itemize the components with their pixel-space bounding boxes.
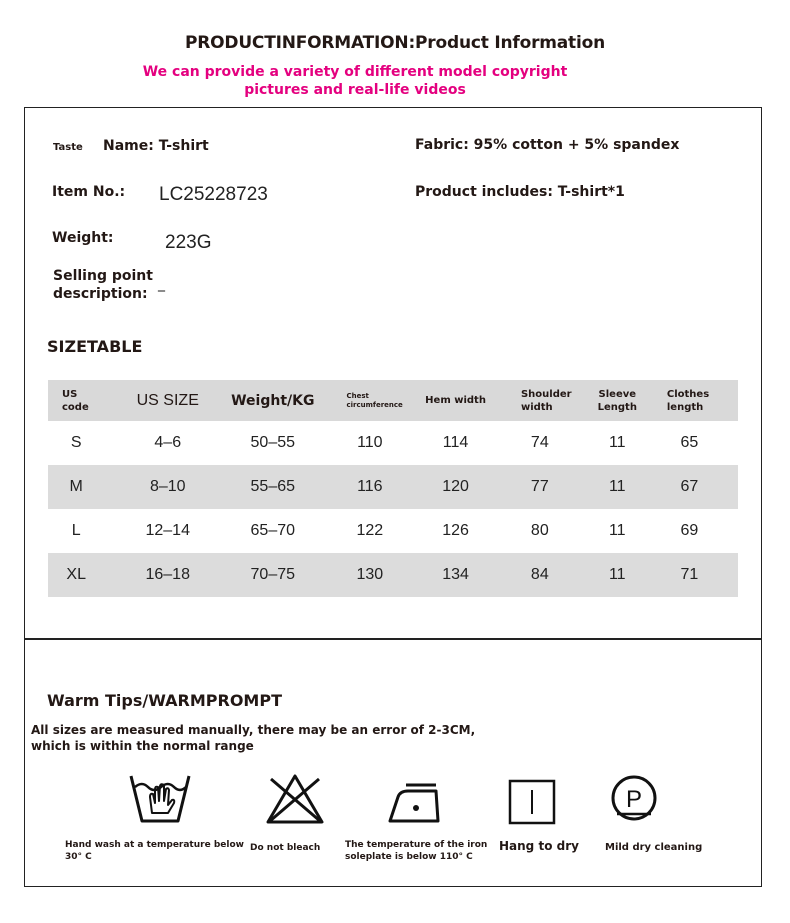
hand-wash-label-line-2: 30° C [65, 852, 92, 862]
warm-tips-note-line-2: which is within the normal range [31, 739, 254, 753]
size-table-heading: SIZETABLE [47, 337, 143, 356]
cell: 70–75 [250, 566, 296, 583]
cell: 130 [356, 566, 384, 583]
no-bleach-icon [265, 773, 325, 825]
cell: 80 [530, 522, 549, 539]
col-shoulder: Shoulder width [520, 388, 572, 413]
selling-point-value: _ [158, 276, 165, 292]
cell: 126 [442, 522, 469, 539]
hand-wash-label [65, 839, 244, 863]
cell: 55–65 [250, 478, 296, 495]
col-us-code: US code [62, 388, 89, 413]
cell: 74 [530, 434, 549, 451]
hand-wash-label-line-1: Hand wash at a temperature below [65, 840, 244, 850]
col-clothes-length: Clothes length [666, 388, 710, 413]
cell: L [71, 522, 81, 539]
product-includes-label: Product includes: T-shirt*1 [415, 184, 625, 200]
dry-clean-icon [610, 774, 658, 822]
cell: 120 [442, 478, 469, 495]
page-title: PRODUCTINFORMATION:Product Information [185, 33, 605, 53]
hang-dry-icon [508, 779, 556, 825]
weight-value: 223G [165, 232, 212, 253]
cell: 71 [680, 566, 699, 583]
name-label: Name: T-shirt [103, 138, 209, 154]
no-bleach-label: Do not bleach [250, 843, 321, 853]
weight-label: Weight: [52, 230, 114, 246]
col-hem-width: Hem width [425, 395, 486, 406]
svg-text:P: P [625, 786, 643, 813]
cell: 11 [608, 478, 626, 495]
cell: 11 [608, 434, 626, 451]
cell: 116 [357, 478, 383, 495]
cell: 65 [680, 434, 699, 451]
selling-point-label-line-1: Selling point [53, 268, 153, 284]
cell: XL [66, 566, 86, 583]
section-divider [24, 638, 762, 640]
cell: 11 [608, 522, 626, 539]
cell: 69 [680, 522, 699, 539]
size-table [48, 380, 738, 597]
selling-point-label [53, 267, 153, 303]
warm-tips-note-line-1: All sizes are measured manually, there may be an error of 2-3CM, [31, 723, 476, 737]
subtitle-line-2: pictures and real-life videos [244, 82, 466, 98]
size-row-s [48, 421, 738, 465]
cell: 122 [356, 522, 384, 539]
col-us-size: US SIZE [136, 391, 199, 409]
item-no-value: LC25228723 [159, 184, 268, 205]
cell: 114 [442, 434, 469, 451]
cell: 134 [442, 566, 469, 583]
warm-tips-note [31, 722, 475, 754]
subtitle-line-1: We can provide a variety of different model copyright [142, 64, 568, 80]
size-table-header-row [48, 380, 738, 421]
iron-label-line-2: soleplate is below 110° C [345, 852, 473, 862]
cell: 77 [530, 478, 549, 495]
iron-label-line-1: The temperature of the iron [345, 840, 488, 850]
cell: 67 [680, 478, 699, 495]
page-subtitle [140, 63, 570, 99]
cell: S [70, 434, 82, 451]
size-row-l [48, 509, 738, 553]
iron-icon [386, 781, 442, 825]
item-no-label: Item No.: [52, 184, 126, 200]
dry-clean-label: Mild dry cleaning [605, 842, 703, 853]
taste-label: Taste [53, 142, 83, 153]
size-row-xl [48, 553, 738, 597]
cell: 4–6 [154, 434, 182, 451]
cell: 110 [357, 434, 383, 451]
cell: 16–18 [145, 566, 190, 583]
cell: M [69, 478, 83, 495]
iron-label [345, 839, 487, 863]
cell: 65–70 [250, 522, 296, 539]
selling-point-label-line-2: description: [53, 286, 148, 302]
hang-dry-label: Hang to dry [499, 839, 579, 853]
cell: 11 [608, 566, 626, 583]
warm-tips-heading: Warm Tips/WARMPROMPT [47, 691, 282, 710]
col-chest: Chest circumference [346, 391, 403, 409]
cell: 84 [530, 566, 549, 583]
col-sleeve: Sleeve Length [597, 388, 637, 413]
cell: 8–10 [149, 478, 186, 495]
hand-wash-icon [128, 773, 192, 825]
cell: 12–14 [145, 522, 190, 539]
size-row-m [48, 465, 738, 509]
col-weight: Weight/KG [231, 392, 315, 409]
cell: 50–55 [250, 434, 296, 451]
fabric-label: Fabric: 95% cotton + 5% spandex [415, 137, 680, 153]
